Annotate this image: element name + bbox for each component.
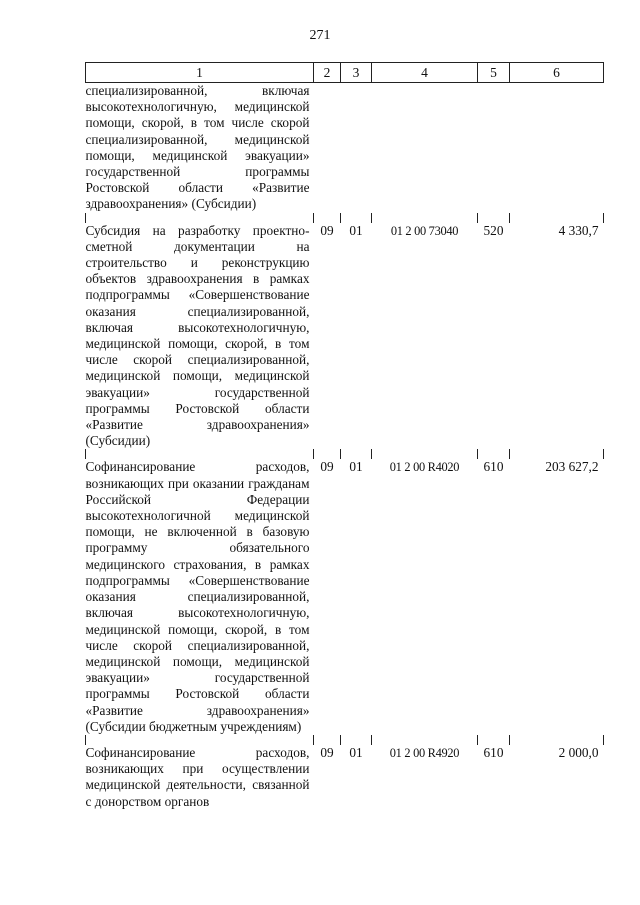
row-target-code: 01 2 00 R4920 (389, 745, 460, 760)
row-target-code: 01 2 00 73040 (390, 223, 459, 238)
row-amount: 2 000,0 (558, 744, 599, 760)
row-section: 09 (320, 744, 334, 760)
row-subsection (341, 83, 372, 213)
row-spacer (86, 735, 604, 745)
row-amount (510, 83, 604, 213)
row-expense-type: 610 (483, 459, 504, 475)
page-number: 271 (309, 28, 331, 43)
table-row (86, 223, 604, 450)
row-spacer (86, 449, 604, 459)
header-row (86, 63, 604, 83)
table-row (86, 745, 604, 810)
row-expense-type: 520 (483, 222, 504, 238)
row-subsection: 01 (349, 459, 363, 475)
row-target-code: 01 2 00 R4020 (389, 460, 460, 475)
row-section (314, 83, 341, 213)
column-header-2: 2 (314, 63, 341, 83)
row-expense-type (478, 83, 510, 213)
row-spacer (86, 213, 604, 223)
table-header (86, 63, 604, 83)
column-header-4: 4 (372, 63, 478, 83)
column-header-1: 1 (86, 63, 314, 83)
column-header-5: 5 (478, 63, 510, 83)
row-subsection: 01 (349, 744, 363, 760)
column-header-3: 3 (341, 63, 372, 83)
row-section: 09 (320, 222, 334, 238)
table-body (86, 83, 604, 810)
row-description: Софинансирование расходов, возникающих при осуществлении медицинской деятельности, связанной с донорством органов (85, 744, 310, 809)
column-header-6: 6 (510, 63, 604, 83)
table-row (86, 459, 604, 734)
row-subsection: 01 (349, 222, 363, 238)
row-expense-type: 610 (483, 744, 504, 760)
row-description: специализированной, включая высокотехнологичную, медицинской помощи, скорой, в том числе скорой специализированной, медицинской помощи, медицинской эвакуации» государственной программы Ростовской области «Развитие здравоохранения» (Субсидии) (85, 83, 310, 212)
table-row (86, 83, 604, 213)
row-description: Софинансирование расходов, возникающих при оказании гражданам Российской Федерации высокотехнологичной медицинской помощи, не включенной в базовую программу обязательного медицинского страхования, в рамках подпрограммы «Совершенствование оказания специализированной, включая высокотехнологичную, медицинской помощи, скорой, в том числе скорой специализированной, медицинской помощи, медицинской эвакуации» государственной программы Ростовской области «Развитие здравоохранения» (Субсидии бюджетным учреждениям) (85, 459, 310, 734)
budget-table (85, 62, 604, 810)
row-section: 09 (320, 459, 334, 475)
row-target-code (372, 83, 478, 213)
row-amount: 203 627,2 (545, 459, 599, 475)
row-amount: 4 330,7 (558, 222, 599, 238)
row-description: Субсидия на разработку проектно-сметной документации на строительство и реконструкцию объектов здравоохранения в рамках подпрограммы «Совершенствование оказания специализированной, включая высокотехнологичную, медицинской помощи, скорой, в том числе скорой специализированной, медицинской помощи, медицинской эвакуации» государственной программы Ростовской области «Развитие здравоохранения» (Субсидии) (85, 222, 310, 449)
